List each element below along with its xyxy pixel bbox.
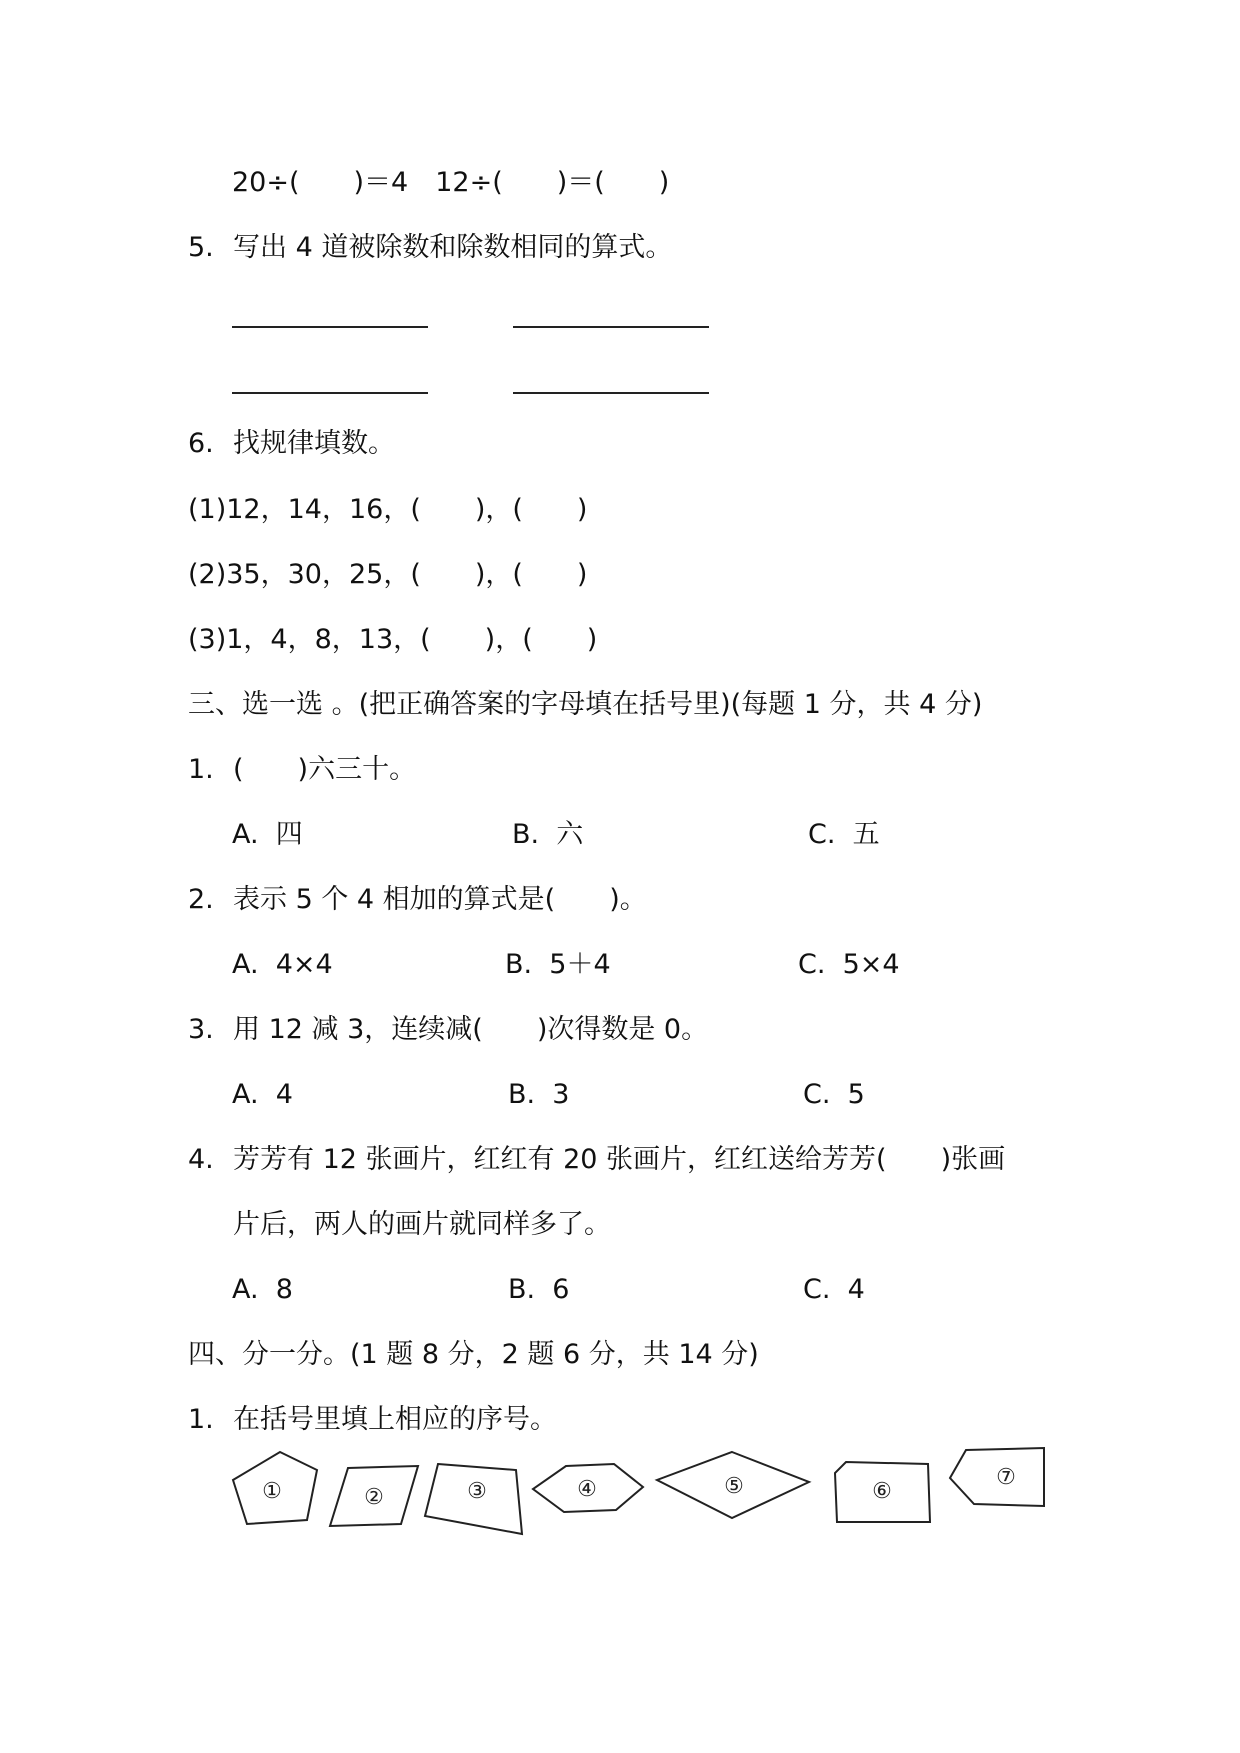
- q6-sequence-3: (3)1，4，8，13，( )，( ): [188, 624, 598, 655]
- q6-text: 找规律填数。: [233, 428, 395, 459]
- q5-answer-blank-2[interactable]: [513, 326, 709, 328]
- p3-q4-number: 4.: [188, 1144, 214, 1175]
- shape-label-6: ⑥: [872, 1479, 892, 1504]
- p3-q1-option-b: B. 六: [512, 819, 584, 850]
- p3-q2-option-a: A. 4×4: [232, 949, 333, 980]
- q6-sequence-1: (1)12，14，16，( )，( ): [188, 494, 588, 525]
- shape-1-pentagon: [233, 1452, 317, 1524]
- p3-q1-option-c: C. 五: [808, 819, 880, 850]
- p3-q2-option-b: B. 5＋4: [505, 949, 611, 980]
- part3-heading: 三、选一选 。(把正确答案的字母填在括号里)(每题 1 分，共 4 分): [188, 689, 983, 720]
- p3-q4-text: 芳芳有 12 张画片，红红有 20 张画片，红红送给芳芳( )张画: [233, 1144, 1006, 1175]
- shapes-figure: [225, 1440, 1055, 1550]
- shape-5-rhombus: [657, 1452, 809, 1518]
- p3-q4-option-b: B. 6: [508, 1274, 570, 1305]
- part4-heading: 四、分一分。(1 题 8 分，2 题 6 分，共 14 分): [188, 1339, 759, 1370]
- shape-label-3: ③: [467, 1479, 487, 1504]
- p3-q3-text: 用 12 减 3，连续减( )次得数是 0。: [233, 1014, 709, 1045]
- p3-q2-text: 表示 5 个 4 相加的算式是( )。: [233, 884, 647, 915]
- p3-q3-option-c: C. 5: [803, 1079, 865, 1110]
- q6-sequence-2: (2)35，30，25，( )，( ): [188, 559, 588, 590]
- p3-q4-option-c: C. 4: [803, 1274, 865, 1305]
- q4-equation-line: 20÷( )＝4 12÷( )＝( ): [232, 167, 670, 198]
- p3-q2-number: 2.: [188, 884, 214, 915]
- q5-answer-blank-4[interactable]: [513, 392, 709, 394]
- q5-text: 写出 4 道被除数和除数相同的算式。: [233, 232, 673, 263]
- shape-4-hexagon: [533, 1464, 643, 1512]
- shape-label-5: ⑤: [724, 1474, 744, 1499]
- shape-label-4: ④: [577, 1477, 597, 1502]
- shape-6-pentagon: [835, 1462, 930, 1522]
- p3-q1-number: 1.: [188, 754, 214, 785]
- shape-label-7: ⑦: [996, 1465, 1016, 1490]
- shape-label-2: ②: [364, 1485, 384, 1510]
- q6-number: 6.: [188, 428, 214, 459]
- p3-q1-option-a: A. 四: [232, 819, 303, 850]
- shape-label-1: ①: [262, 1479, 282, 1504]
- p3-q4-option-a: A. 8: [232, 1274, 293, 1305]
- p4-q1-text: 在括号里填上相应的序号。: [233, 1404, 557, 1435]
- shape-3-quadrilateral: [425, 1464, 522, 1534]
- p3-q3-option-b: B. 3: [508, 1079, 570, 1110]
- q5-number: 5.: [188, 232, 214, 263]
- p3-q2-option-c: C. 5×4: [798, 949, 900, 980]
- p4-q1-number: 1.: [188, 1404, 214, 1435]
- p3-q3-number: 3.: [188, 1014, 214, 1045]
- p3-q1-text: ( )六三十。: [233, 754, 417, 785]
- p3-q4-text-continued: 片后，两人的画片就同样多了。: [233, 1209, 611, 1240]
- p3-q3-option-a: A. 4: [232, 1079, 293, 1110]
- shape-2-parallelogram: [330, 1466, 418, 1526]
- q5-answer-blank-1[interactable]: [232, 326, 428, 328]
- q5-answer-blank-3[interactable]: [232, 392, 428, 394]
- shape-7-pentagon: [950, 1448, 1044, 1506]
